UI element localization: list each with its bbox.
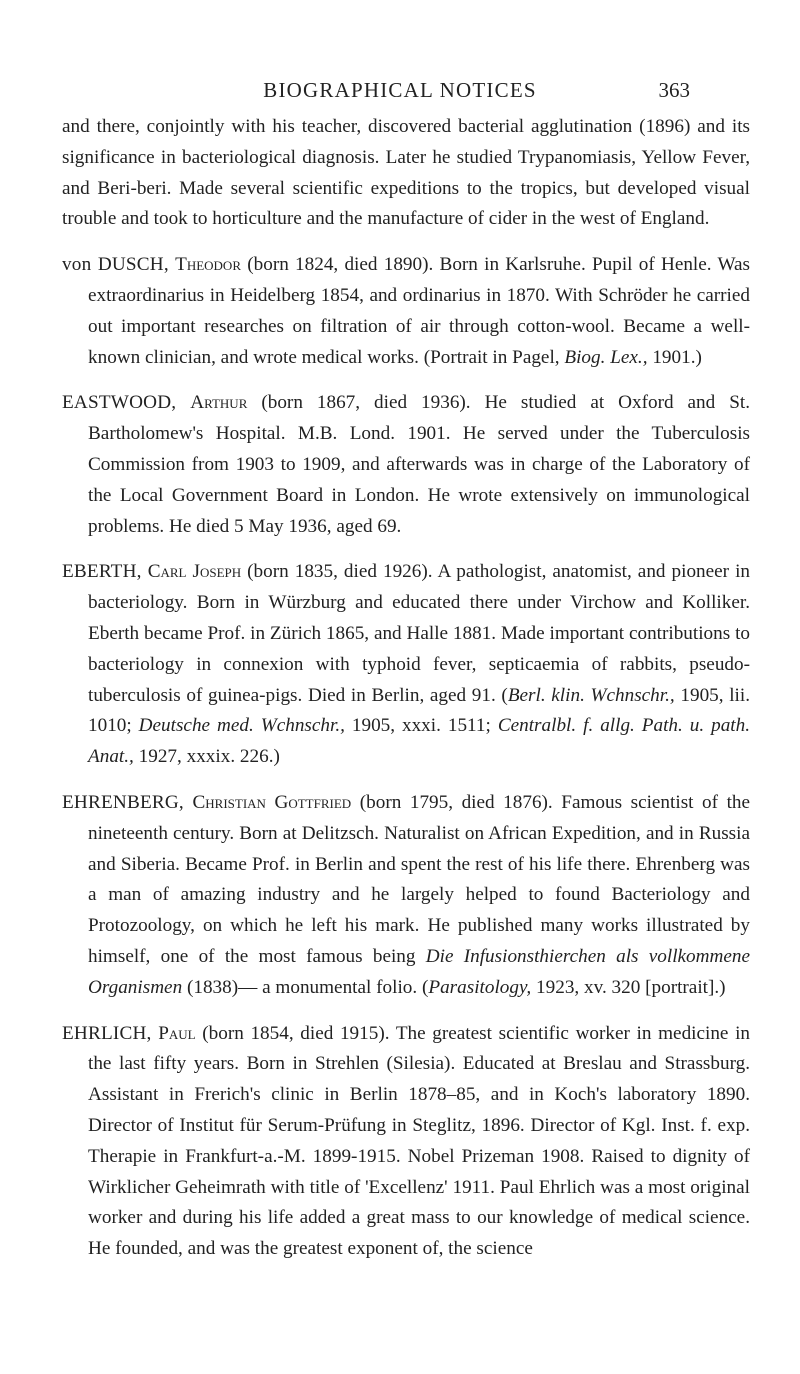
entry-reference: Biog. Lex., [564, 346, 648, 368]
running-head-title: BIOGRAPHICAL NOTICES [263, 78, 537, 102]
entry-surname: EHRLICH, [62, 1022, 152, 1044]
entry-text: (born 1867, died 1936). He studied at Oxford and St. Bartholomew's Hospital. M.B. Lond. 1901. He served under the Tuberculosis Commission from 1903 to 1909, and afterwards was in charge of the Laboratory of the Local Government Board in London. He wrote extensively on immunological problems. He died 5 May 1936, aged 69. [88, 392, 751, 537]
entry-surname: von DUSCH, [62, 254, 169, 276]
entry-text: 1905, lii. 1010; [88, 684, 750, 737]
entry-given-name: Theodor [175, 254, 241, 276]
entry-text: (1838)— a monumental folio. ( [186, 976, 429, 998]
entry-text: 1901.) [652, 346, 702, 368]
entry-text: 1905, xxxi. 1511; [351, 715, 491, 737]
entry-reference: Deutsche med. Wchnschr., [138, 715, 345, 737]
page-body [62, 112, 750, 1265]
entry-given-name: Carl Joseph [147, 561, 242, 583]
entry-reference: Die Infusionsthierchen als vollkommene Organismen [88, 945, 750, 998]
running-head [110, 78, 690, 108]
page-number: 363 [658, 78, 690, 102]
entry-text: 1927, xxxix. 226.) [138, 746, 280, 768]
entry-text: (born 1835, died 1926). A pathologist, anatomist, and pioneer in bacteriology. Born in Würzburg and educated there under Virchow and Kolliker. Eberth became Prof. in Zürich 1865, and Halle 1881. Made important contributions to bacteriology in connexion with typhoid fever, septicaemia of rabbits, pseudo-tuberculosis of guinea-pigs. Died in Berlin, aged 91. ( [88, 561, 750, 706]
entry-eberth [62, 557, 750, 773]
entry-reference: Centralbl. f. allg. Path. u. path. Anat., [88, 715, 751, 768]
entry-text: (born 1854, died 1915). The greatest scientific worker in medicine in the last fifty years. Born in Strehlen (Silesia). Educated at Breslau and Strassburg. Assistant in Frerich's clinic in Berlin 1878–85, and in Koch's laboratory 1890. Director of Institut für Serum-Prüfung in Steglitz, 1896. Director of Kgl. Inst. f. exp. Therapie in Frankfurt-a.-M. 1899-1915. Nobel Prizeman 1908. Raised to dignity of Wirklicher Geheimrath with title of 'Excellenz' 1911. Paul Ehrlich was a most original worker and during his life added a great mass to our knowledge of medical science. He founded, and was the greatest exponent of, the science [88, 1022, 751, 1260]
entry-eastwood [62, 388, 750, 542]
continued-paragraph: and there, conjointly with his teacher, discovered bacterial agglutination (1896) and its significance in bacteriological diagnosis. Later he studied Trypanomiasis, Yellow Fever, and Beri-beri. Made several scientific expeditions to the tropics, but developed visual trouble and took to horticulture and the manufacture of cider in the west of England. [62, 116, 750, 230]
entry-von-dusch [62, 250, 750, 373]
entry-ehrlich [62, 1019, 750, 1265]
entry-ehrenberg [62, 788, 750, 1004]
entry-given-name: Arthur [190, 392, 248, 414]
entry-surname: EHRENBERG, [62, 791, 184, 813]
entry-text: (born 1824, died 1890). Born in Karlsruhe. Pupil of Henle. Was extraordinarius in Heidelberg 1854, and ordinarius in 1870. With Schröder he carried out important researches on filtration of air through cotton-wool. Became a well-known clinician, and wrote medical works. (Portrait in Pagel, [88, 254, 751, 368]
entry-reference: Berl. klin. Wchnschr., [507, 684, 675, 706]
entry-reference: Parasitology, [428, 976, 532, 998]
entry-text: (born 1795, died 1876). Famous scientist of the nineteenth century. Born at Delitzsch. Naturalist on African Expedition, and in Russia and Siberia. Became Prof. in Berlin and spent the rest of his life there. Ehrenberg was a man of amazing industry and he largely helped to found Bacteriology and Protozoology, on which he left his mark. He published many works illustrated by himself, one of the most famous being [88, 791, 751, 967]
entry-surname: EBERTH, [62, 561, 142, 583]
entry-given-name: Paul [158, 1022, 196, 1044]
entry-given-name: Christian Gottfried [192, 791, 352, 813]
entry-text: 1923, xv. 320 [portrait].) [536, 976, 726, 998]
entry-surname: EASTWOOD, [62, 392, 177, 414]
